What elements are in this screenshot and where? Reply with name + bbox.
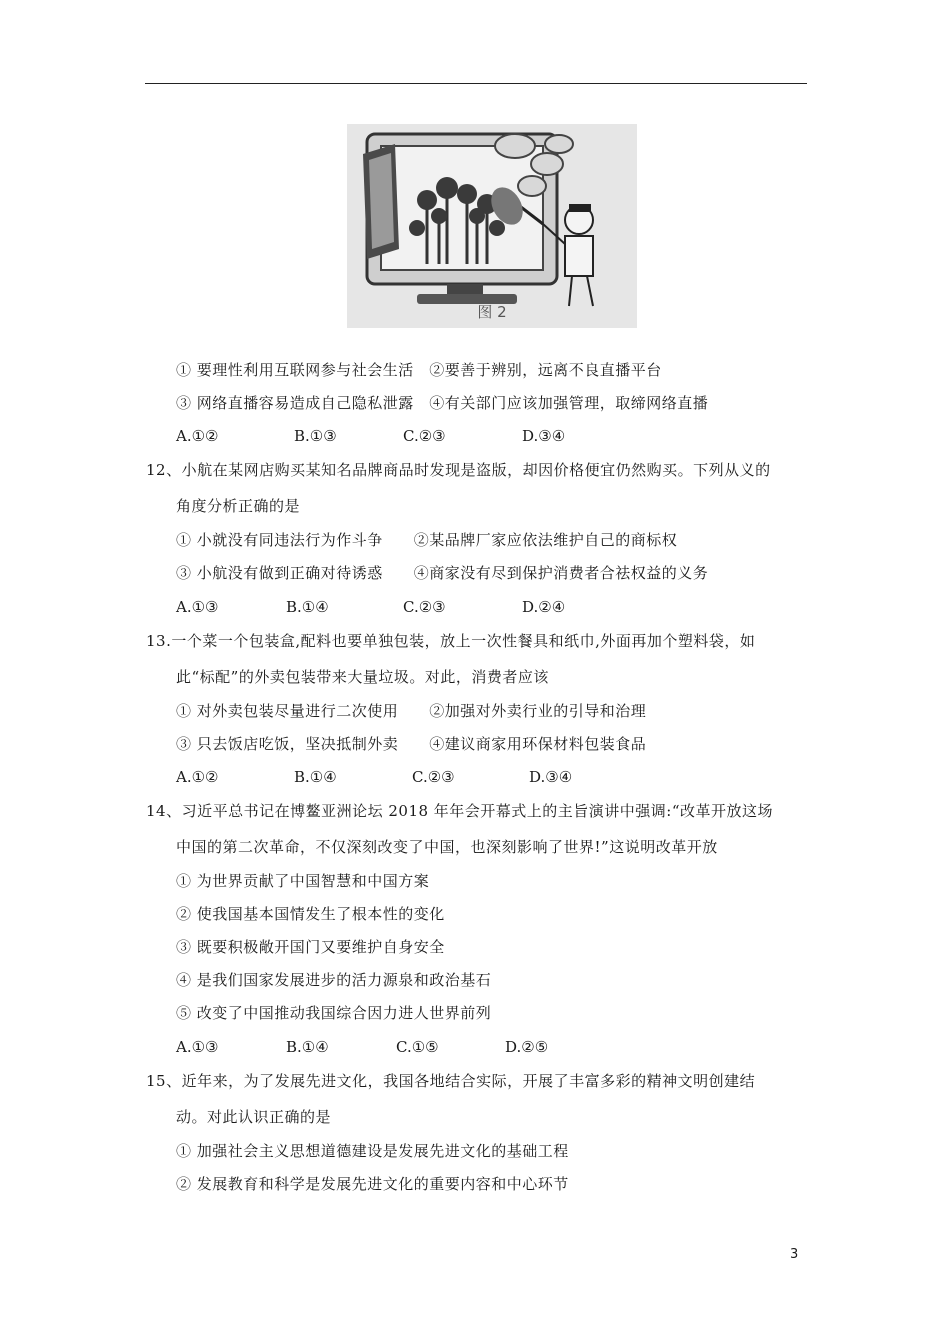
q15-stem-line-2: 动。对此认识正确的是 [176,1108,332,1126]
q14-answer-a: A.①③ [176,1038,219,1056]
q14-option-5: ⑤ 改变了中国推动我国综合因力进人世界前列 [176,1004,492,1022]
q12-answer-d: D.②④ [522,598,566,616]
q11-answer-c: C.②③ [403,427,446,445]
header-rule [145,83,807,84]
q14-answer-d: D.②⑤ [505,1038,549,1056]
cartoon-figure [347,124,637,328]
q12-stem-line-2: 角度分析正确的是 [176,497,301,515]
q13-answer-c: C.②③ [412,768,455,786]
q12-option-line-2: ③ 小航没有做到正确对待诱惑 ④商家没有尽到保护消费者合祛权益的义务 [176,564,709,582]
q13-stem-line-2: 此“标配”的外卖包装带来大量垃圾。对此，消费者应该 [176,668,549,686]
q13-stem-line-1: 13.一个菜一个包装盒,配料也要单独包装，放上一次性餐具和纸巾,外面再加个塑料袋，如 [146,632,756,650]
q15-option-1: ① 加强社会主义思想道德建设是发展先进文化的基础工程 [176,1142,569,1160]
q13-answer-a: A.①② [176,768,219,786]
q12-answer-b: B.①④ [286,598,329,616]
q13-answer-b: B.①④ [294,768,337,786]
q15-stem-line-1: 15、近年来，为了发展先进文化，我国各地结合实际，开展了丰富多彩的精神文明创建结 [146,1072,756,1090]
q13-answer-d: D.③④ [529,768,573,786]
q14-answer-b: B.①④ [286,1038,329,1056]
q14-option-4: ④ 是我们国家发展进步的活力源泉和政治基石 [176,971,492,989]
q14-option-3: ③ 既要积极敞开国门又要维护自身安全 [176,938,445,956]
q14-option-1: ① 为世界贡献了中国智慧和中国方案 [176,872,430,890]
q11-answer-a: A.①② [176,427,219,445]
q11-option-line-2: ③ 网络直播容易造成自己隐私泄露 ④有关部门应该加强管理，取缔网络直播 [176,394,709,412]
q14-answer-c: C.①⑤ [396,1038,439,1056]
q14-stem-line-1: 14、习近平总书记在博鳌亚洲论坛 2018 年年会开幕式上的主旨演讲中强调:“改革开放这场 [146,802,774,820]
q14-option-2: ② 使我国基本国情发生了根本性的变化 [176,905,445,923]
q11-option-line-1: ① 要理性利用互联网参与社会生活 ②要善于辨别，远离不良直播平台 [176,361,662,379]
figure-caption: 图 2 [477,303,507,321]
cartoon-illustration [347,124,637,328]
q15-option-2: ② 发展教育和科学是发展先进文化的重要内容和中心环节 [176,1175,569,1193]
q12-option-line-1: ① 小就没有同违法行为作斗争 ②某品牌厂家应依法维护自己的商标权 [176,531,678,549]
q11-answer-b: B.①③ [294,427,337,445]
q13-option-line-2: ③ 只去饭店吃饭，坚决抵制外卖 ④建议商家用环保材料包装食品 [176,735,647,753]
page-number: 3 [790,1247,799,1262]
q14-stem-line-2: 中国的第二次革命，不仅深刻改变了中国，也深刻影响了世界!”这说明改革开放 [176,838,718,856]
q12-answer-a: A.①③ [176,598,219,616]
q13-option-line-1: ① 对外卖包装尽量进行二次使用 ②加强对外卖行业的引导和治理 [176,702,647,720]
q11-answer-d: D.③④ [522,427,566,445]
q12-answer-c: C.②③ [403,598,446,616]
q12-stem-line-1: 12、小航在某网店购买某知名品牌商品时发现是盗版，却因价格便宜仍然购买。下列从义的 [146,461,771,479]
